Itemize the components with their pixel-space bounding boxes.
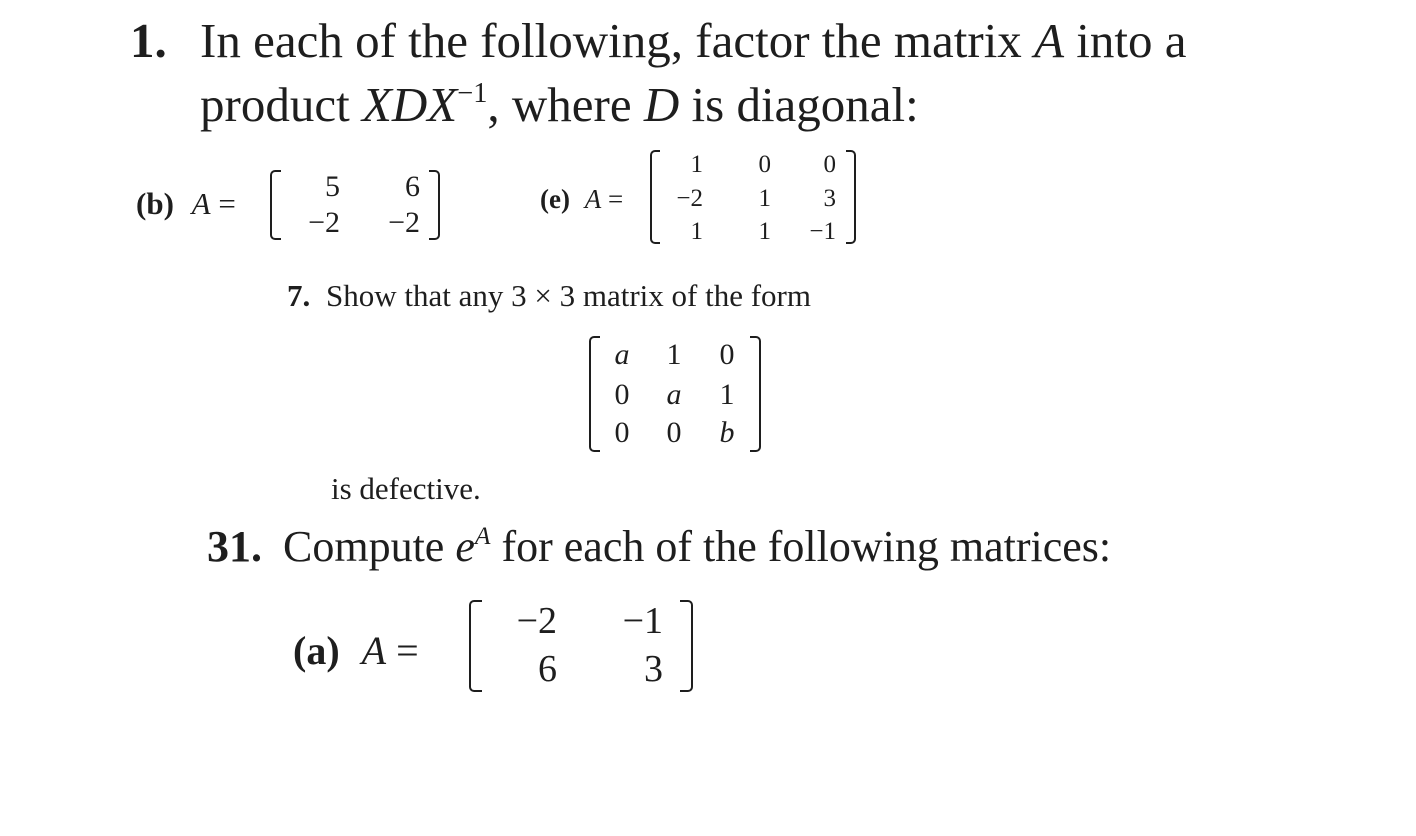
matrix-entry: −2 [516, 600, 557, 642]
matrix-entry: 1 [690, 151, 703, 178]
matrix-variable-a: A [1034, 13, 1064, 68]
part-e-matrix [650, 150, 856, 244]
matrix-entry: 6 [405, 170, 420, 203]
matrix-entry: 3 [644, 648, 663, 690]
problem-1-text: In each of the following, factor the matrix [200, 13, 1022, 68]
problem-7-closing: is defective. [331, 471, 481, 506]
matrix-entry: b [719, 416, 735, 449]
left-bracket [650, 150, 660, 244]
matrix-entry: 0 [614, 378, 630, 411]
part-b-matrix [270, 170, 440, 240]
right-bracket [750, 336, 761, 452]
matrix-entry: 1 [666, 338, 682, 371]
matrix-entry: 1 [719, 378, 735, 411]
part-e-var: A [584, 184, 602, 214]
problem-31-statement [207, 521, 1112, 571]
part-e-equals: = [607, 184, 624, 214]
left-bracket [589, 336, 600, 452]
right-bracket [680, 600, 693, 692]
part-a-equals: = [396, 628, 419, 673]
factorization-xdx: XDX [361, 77, 458, 132]
matrix-entry: −2 [308, 206, 340, 239]
matrix-entry: −2 [676, 185, 703, 212]
matrix-entry: 0 [666, 416, 682, 449]
part-a-label [293, 628, 419, 673]
exponent-a: A [474, 521, 491, 551]
matrix-entry: −1 [809, 218, 836, 245]
matrix-entry: 0 [614, 416, 630, 449]
right-bracket [429, 170, 440, 240]
part-e-label [540, 186, 623, 213]
matrix-entry: 1 [690, 218, 703, 245]
problem-7-text: Show that any 3 × 3 matrix of the form [326, 278, 811, 313]
inverse-exponent: −1 [457, 78, 488, 110]
diagonal-variable-d: D [643, 77, 680, 132]
part-b-label [136, 188, 236, 219]
problem-1-text-end: into a [1076, 13, 1187, 68]
problem-7-matrix [589, 336, 761, 452]
problem-1-number: 1. [130, 13, 167, 68]
problem-1-text-diagonal: is diagonal: [691, 77, 919, 132]
problem-31-text-end: for each of the following matrices: [501, 522, 1112, 571]
part-e-letter: (e) [540, 184, 570, 214]
exponential-base: e [455, 522, 475, 571]
problem-1-text-product: product [200, 77, 350, 132]
problem-1-text-where: , where [487, 77, 632, 132]
matrix-entry: 1 [758, 185, 771, 212]
matrix-entry: 0 [823, 151, 836, 178]
matrix-entry: −1 [622, 600, 663, 642]
problem-1-statement-line-2 [200, 77, 919, 132]
matrix-entry: 5 [325, 170, 340, 203]
problem-7-statement [287, 280, 811, 311]
left-bracket [469, 600, 482, 692]
problem-1-statement-line-1 [200, 13, 1187, 68]
matrix-entry: 3 [823, 185, 836, 212]
part-b-equals: = [218, 186, 236, 221]
part-b-var: A [191, 186, 211, 221]
matrix-entry: a [666, 378, 682, 411]
matrix-entry: 6 [538, 648, 557, 690]
problem-31-number: 31. [207, 522, 262, 571]
matrix-entry: 1 [758, 218, 771, 245]
right-bracket [846, 150, 856, 244]
part-b-letter: (b) [136, 186, 174, 221]
problem-7-number: 7. [287, 278, 311, 313]
matrix-entry: −2 [388, 206, 420, 239]
part-a-var: A [361, 628, 387, 673]
left-bracket [270, 170, 281, 240]
matrix-entry: 0 [758, 151, 771, 178]
matrix-entry: a [614, 338, 630, 371]
matrix-entry: 0 [719, 338, 735, 371]
part-a-matrix [469, 600, 693, 692]
problem-31-text: Compute [283, 522, 445, 571]
part-a-letter: (a) [293, 628, 340, 673]
